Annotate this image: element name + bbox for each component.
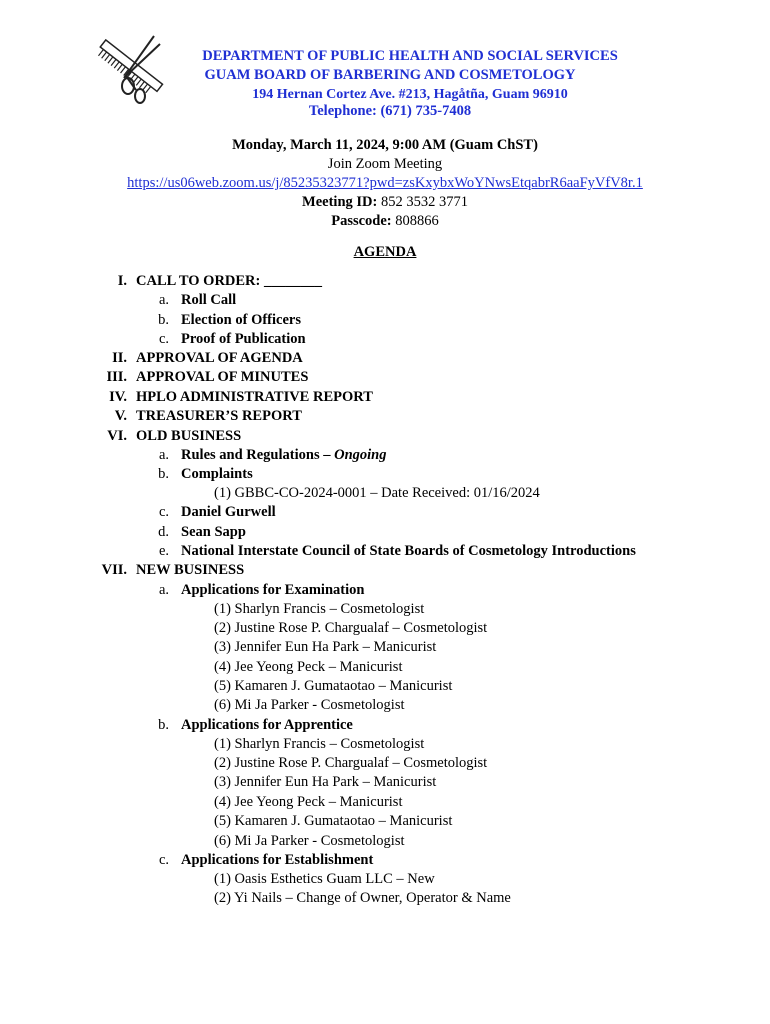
subitem-text: Applications for Examination xyxy=(181,582,365,598)
applicant-entry: (2) Justine Rose P. Chargualaf – Cosmetologist xyxy=(214,620,488,636)
applicant-entry: (3) Jennifer Eun Ha Park – Manicurist xyxy=(214,774,437,790)
agenda-item-text: OLD BUSINESS xyxy=(136,428,242,444)
applicant-entry: (1) Sharlyn Francis – Cosmetologist xyxy=(214,736,425,752)
applicant-entry: (1) Sharlyn Francis – Cosmetologist xyxy=(214,601,425,617)
meeting-id-line xyxy=(0,193,770,212)
header-address: 194 Hernan Cortez Ave. #213, Hagåtña, Guam 96910 xyxy=(252,87,568,102)
passcode-line xyxy=(0,212,770,231)
subitem-text: Proof of Publication xyxy=(181,331,306,347)
header-department: DEPARTMENT OF PUBLIC HEALTH AND SOCIAL SERVICES xyxy=(202,48,618,64)
roman-numeral: III. xyxy=(106,369,127,385)
roman-numeral: I. xyxy=(117,273,127,289)
subitem-text xyxy=(181,446,386,465)
subitem-letter: a. xyxy=(158,447,169,463)
roman-numeral: IV. xyxy=(109,389,127,405)
subitem-letter: b. xyxy=(158,717,169,733)
applicant-entry: (5) Kamaren J. Gumataotao – Manicurist xyxy=(214,678,453,694)
subitem-letter: a. xyxy=(158,292,169,308)
join-zoom-label: Join Zoom Meeting xyxy=(327,156,443,172)
agenda-title: AGENDA xyxy=(353,244,417,260)
agenda-item-text: HPLO ADMINISTRATIVE REPORT xyxy=(136,389,373,405)
applicant-entry: (4) Jee Yeong Peck – Manicurist xyxy=(214,659,403,675)
zoom-link-line xyxy=(0,174,770,193)
subitem-text: Complaints xyxy=(181,466,253,482)
meeting-datetime: Monday, March 11, 2024, 9:00 AM (Guam ChST) xyxy=(232,137,538,153)
applicant-entry: (6) Mi Ja Parker - Cosmetologist xyxy=(214,833,405,849)
subitem-letter: b. xyxy=(158,312,169,328)
subitem-letter: a. xyxy=(158,582,169,598)
agenda-item-text: CALL TO ORDER: ________ xyxy=(136,273,322,289)
subitem-text: Sean Sapp xyxy=(181,524,246,540)
complaint-entry: (1) GBBC-CO-2024-0001 – Date Received: 01/16/2024 xyxy=(214,485,540,501)
roman-numeral: V. xyxy=(114,408,127,424)
passcode-label: Passcode: xyxy=(331,213,392,229)
applicant-entry: (4) Jee Yeong Peck – Manicurist xyxy=(214,794,403,810)
establishment-entry: (1) Oasis Esthetics Guam LLC – New xyxy=(214,871,435,887)
agenda-item-text: NEW BUSINESS xyxy=(136,562,245,578)
meeting-id-value: 852 3532 3771 xyxy=(377,194,468,210)
subitem-letter: b. xyxy=(158,466,169,482)
agenda-title-line xyxy=(0,243,770,262)
meeting-id-label: Meeting ID: xyxy=(302,194,378,210)
subitem-text-main: Rules and Regulations – xyxy=(181,447,335,463)
subitem-letter: c. xyxy=(158,852,169,868)
subitem-text: Election of Officers xyxy=(181,312,301,328)
subitem-status: Ongoing xyxy=(334,447,387,463)
zoom-meeting-link[interactable]: https://us06web.zoom.us/j/85235323771?pwd=zsKxybxWoYNwsEtqabrR6aaFyVfV8r.1 xyxy=(127,175,643,191)
roman-numeral: VII. xyxy=(101,562,127,578)
applicant-entry: (3) Jennifer Eun Ha Park – Manicurist xyxy=(214,639,437,655)
roman-numeral: VI. xyxy=(107,428,127,444)
subitem-letter: c. xyxy=(158,331,169,347)
applicant-entry: (2) Justine Rose P. Chargualaf – Cosmetologist xyxy=(214,755,488,771)
agenda-item-text: TREASURER’S REPORT xyxy=(136,408,302,424)
subitem-letter: c. xyxy=(158,504,169,520)
subitem-text: Daniel Gurwell xyxy=(181,504,276,520)
subitem-text: National Interstate Council of State Boards of Cosmetology Introductions xyxy=(181,543,636,559)
passcode-value: 808866 xyxy=(391,213,439,229)
header-telephone: Telephone: (671) 735-7408 xyxy=(308,103,472,119)
subitem-letter: e. xyxy=(158,543,169,559)
applicant-entry: (5) Kamaren J. Gumataotao – Manicurist xyxy=(214,813,453,829)
header-board: GUAM BOARD OF BARBERING AND COSMETOLOGY xyxy=(204,67,576,83)
agenda-item-text: APPROVAL OF MINUTES xyxy=(136,369,309,385)
subitem-text: Roll Call xyxy=(181,292,237,308)
roman-numeral: II. xyxy=(112,350,127,366)
subitem-text: Applications for Apprentice xyxy=(181,717,353,733)
agenda-item-text: APPROVAL OF AGENDA xyxy=(136,350,303,366)
subitem-text: Applications for Establishment xyxy=(181,852,374,868)
applicant-entry: (6) Mi Ja Parker - Cosmetologist xyxy=(214,697,405,713)
establishment-entry: (2) Yi Nails – Change of Owner, Operator & Name xyxy=(214,890,511,906)
subitem-letter: d. xyxy=(158,524,169,540)
